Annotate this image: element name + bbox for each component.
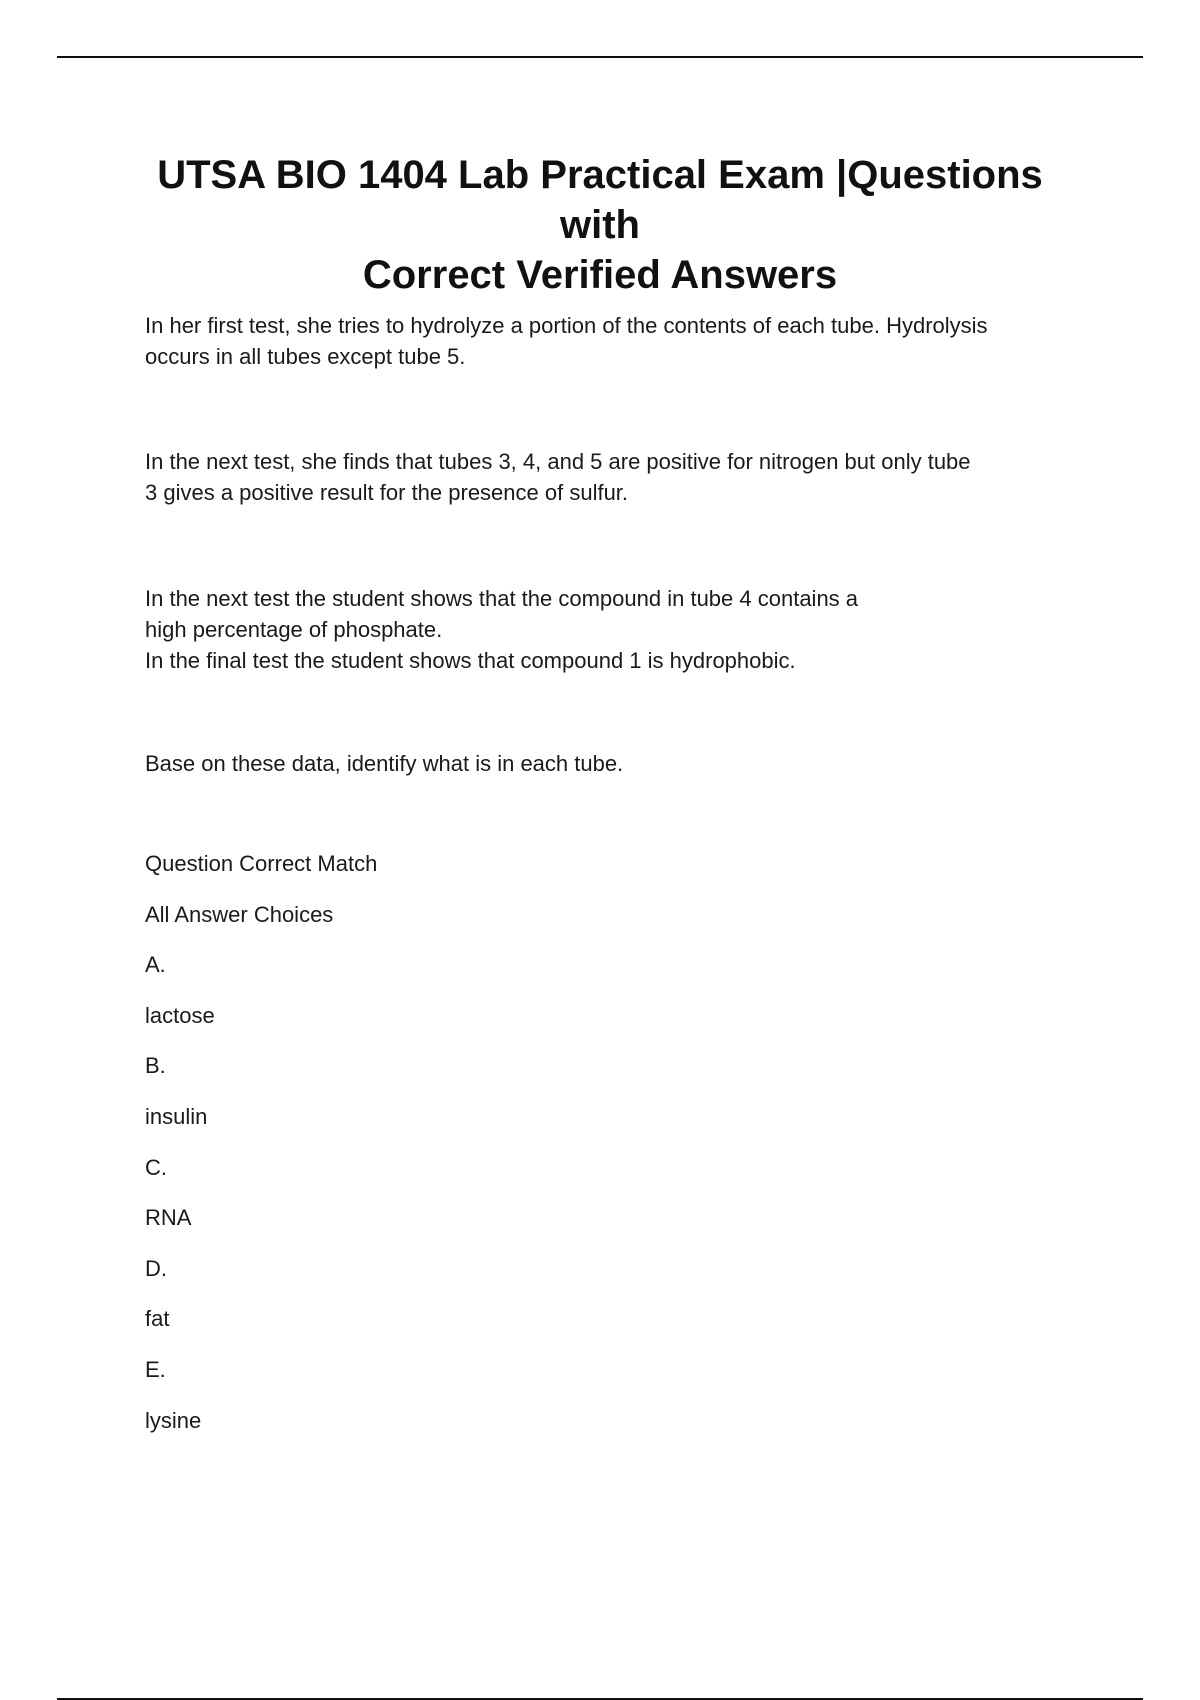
choice-answer: fat (145, 1306, 170, 1332)
paragraph-phosphate-hydrophobic (145, 583, 1090, 676)
paragraph-line: In her first test, she tries to hydrolyze a portion of the contents of each tube. Hydrolysis (145, 313, 988, 338)
choice-letter: C. (145, 1154, 167, 1180)
paragraph-line: 3 gives a positive result for the presence of sulfur. (145, 480, 629, 505)
answer-match-list (145, 848, 377, 1455)
paragraph-line: occurs in all tubes except tube 5. (145, 344, 466, 369)
choice-answer: RNA (145, 1205, 192, 1231)
paragraph-line: high percentage of phosphate. (145, 617, 443, 642)
choice-answer: lactose (145, 1002, 215, 1028)
paragraph-nitrogen-sulfur (145, 446, 1090, 508)
match-heading: Question Correct Match (145, 851, 378, 876)
title-line-1: UTSA BIO 1404 Lab Practical Exam |Questions with (157, 153, 1043, 247)
paragraph-instruction (145, 748, 1090, 779)
paragraph-line: In the next test the student shows that the compound in tube 4 contains a (145, 586, 859, 611)
paragraph-line: In the final test the student shows that compound 1 is hydrophobic. (145, 648, 796, 673)
page-title (120, 150, 1080, 300)
match-subheading: All Answer Choices (145, 901, 334, 927)
choice-answer: insulin (145, 1103, 208, 1129)
paragraph-line: In the next test, she finds that tubes 3, 4, and 5 are positive for nitrogen but only tube (145, 449, 971, 474)
title-line-2: Correct Verified Answers (362, 253, 838, 297)
choice-letter: A. (145, 952, 166, 978)
header-rule (57, 56, 1143, 58)
paragraph-hydrolysis (145, 310, 1090, 372)
choice-letter: D. (145, 1255, 167, 1281)
choice-letter: E. (145, 1356, 166, 1382)
choice-letter: B. (145, 1053, 166, 1079)
paragraph-line: Base on these data, identify what is in each tube. (145, 751, 624, 776)
choice-answer: lysine (145, 1407, 202, 1433)
